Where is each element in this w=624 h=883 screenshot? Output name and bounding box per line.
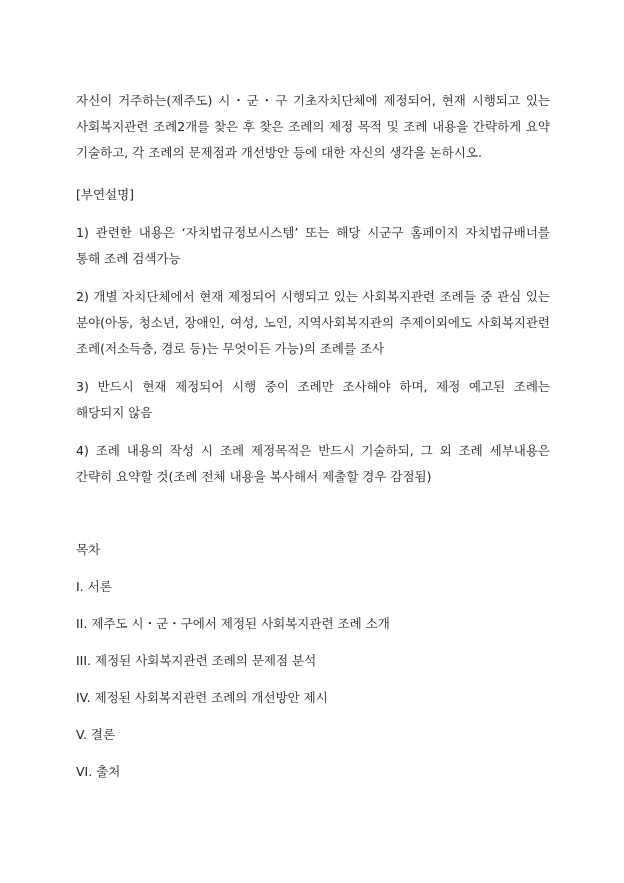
note-item-4: 4) 조례 내용의 작성 시 조례 제정목적은 반드시 기술하되, 그 외 조례 세부내용은 간략히 요약할 것(조례 전체 내용을 복사해서 제출할 경우 감점됨) (76, 443, 550, 484)
note-item-1: 1) 관련한 내용은 ‘자치법규정보시스템’ 또는 해당 시군구 홈페이지 자치법규배너를 통해 조례 검색가능 (76, 225, 550, 266)
toc-title: 목차 (76, 542, 101, 557)
note-item-2: 2) 개별 자치단체에서 현재 제정되어 시행되고 있는 사회복지관련 조례들 중 관심 있는 분야(아동, 청소년, 장애인, 여성, 노인, 지역사회복지관의 주제이외에도 사회복지관련 조례(저소득층, 경로 등)는 무엇이든 가능)의 조례를 조사 (76, 289, 550, 356)
toc-item-2: II. 제주도 시・군・구에서 제정된 사회복지관련 조례 소개 (76, 616, 390, 631)
toc-item-6: VI. 출처 (76, 764, 121, 779)
assignment-body (76, 88, 550, 502)
assignment-question: 자신이 거주하는(제주도) 시・군・구 기초자치단체에 제정되어, 현재 시행되고 있는 사회복지관련 조례2개를 찾은 후 찾은 조례의 제정 목적 및 조례 내용을 간략하게 요약 기술하고, 각 조례의 문제점과 개선방안 등에 대한 자신의 생각을 논하시오. (76, 93, 550, 160)
note-item-3: 3) 반드시 현재 제정되어 시행 중이 조례만 조사해야 하며, 제정 예고된 조례는 해당되지 않음 (76, 379, 550, 420)
toc-item-4: IV. 제정된 사회복지관련 조례의 개선방안 제시 (76, 690, 328, 705)
toc-item-3: III. 제정된 사회복지관련 조례의 문제점 분석 (76, 653, 317, 668)
table-of-contents (76, 537, 550, 796)
toc-item-5: V. 결론 (76, 727, 116, 742)
toc-item-1: I. 서론 (76, 579, 112, 594)
notes-heading: [부연설명] (76, 187, 135, 202)
